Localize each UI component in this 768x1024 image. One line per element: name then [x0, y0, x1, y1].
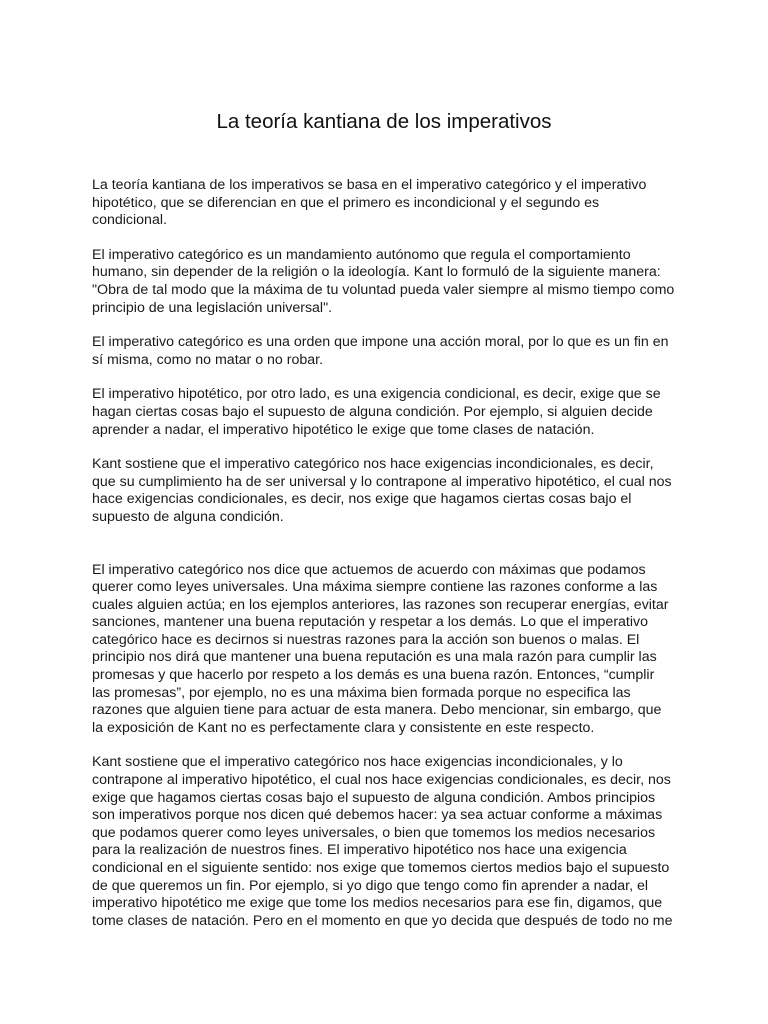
text-line: tome clases de natación. Pero en el momento en que yo decida que después de todo no me	[92, 912, 673, 929]
text-line: querer como leyes universales. Una máxima siempre contiene las razones conforme a las	[92, 579, 658, 596]
paragraph-1	[92, 177, 682, 230]
text-line: son imperativos porque nos dicen qué debemos hacer: ya sea actuar conforme a máximas	[92, 807, 663, 824]
text-line: razones que alguien tiene para actuar de esta manera. Debo mencionar, sin embargo, que	[92, 702, 662, 719]
document-title: La teoría kantiana de los imperativos	[216, 110, 552, 133]
paragraph-5	[92, 456, 682, 526]
text-line: hipotético, que se diferencian en que el primero es incondicional y el segundo es	[92, 194, 600, 211]
document-body	[92, 177, 682, 947]
text-line: El imperativo categórico es un mandamiento autónomo que regula el comportamiento	[92, 246, 631, 263]
text-line: hagan ciertas cosas bajo el supuesto de alguna condición. Por ejemplo, si alguien decide	[92, 403, 653, 420]
text-line: aprender a nadar, el imperativo hipotético le exige que tome clases de natación.	[92, 421, 595, 438]
text-line: El imperativo categórico nos dice que actuemos de acuerdo con máximas que podamos	[92, 561, 646, 578]
paragraph-2	[92, 247, 682, 317]
text-line: la exposición de Kant no es perfectamente clara y consistente en este respecto.	[92, 719, 595, 736]
text-line: condicional en el siguiente sentido: nos exige que tomemos ciertos medios bajo el supuesto	[92, 860, 670, 876]
text-line: principio de una legislación universal".	[92, 299, 333, 316]
text-line: promesas y que hacerlo por respeto a los demás es una buena razón. Entonces, “cumplir	[92, 667, 655, 684]
text-line: condicional.	[92, 212, 167, 229]
text-line: principio nos dirá que mantener una buena reputación es una mala razón para cumplir las	[92, 649, 657, 666]
text-line: supuesto de alguna condición.	[92, 508, 284, 525]
text-line: que podamos querer como leyes universales, o bien que tomemos los medios necesarios	[92, 824, 656, 841]
text-line: contrapone al imperativo hipotético, el cual nos hace exigencias condicionales, es decir, nos	[92, 772, 671, 789]
text-line: cuales alguien actúa; en los ejemplos anteriores, las razones son recuperar energías, evitar	[92, 596, 669, 613]
text-line: Kant sostiene que el imperativo categórico nos hace exigencias incondicionales, y lo	[92, 754, 623, 771]
text-line: imperativo hipotético me exige que tome los medios necesarios para ese fin, digamos, que	[92, 895, 663, 912]
text-line: categórico hace es decirnos si nuestras razones para la acción son buenos o malas. El	[92, 631, 640, 648]
text-line: las promesas”, por ejemplo, no es una máxima bien formada porque no especifica las	[92, 684, 631, 701]
text-line: exige que hagamos ciertas cosas bajo el supuesto de alguna condición. Ambos principios	[92, 789, 656, 806]
paragraph-6	[92, 562, 682, 738]
paragraph-4	[92, 386, 682, 439]
text-line: El imperativo hipotético, por otro lado, es una exigencia condicional, es decir, exige que se	[92, 386, 661, 403]
paragraph-3	[92, 334, 682, 369]
text-line: humano, sin depender de la religión o la ideología. Kant lo formuló de la siguiente manera:	[92, 264, 661, 281]
text-line: La teoría kantiana de los imperativos se basa en el imperativo categórico y el imperativo	[92, 177, 647, 193]
text-line: "Obra de tal modo que la máxima de tu voluntad pueda valer siempre al mismo tiempo como	[92, 281, 675, 298]
text-line: que su cumplimiento ha de ser universal y lo contrapone al imperativo hipotético, el cual nos	[92, 473, 672, 490]
text-line: sí misma, como no matar o no robar.	[92, 351, 324, 368]
text-line: hace exigencias condicionales, es decir, nos exige que hagamos ciertas cosas bajo el	[92, 491, 632, 508]
paragraph-7	[92, 754, 682, 930]
text-line: para la realización de nuestros fines. El imperativo hipotético nos hace una exigencia	[92, 842, 627, 859]
text-line: sanciones, mantener una buena reputación y respetar a los demás. Lo que el imperativo	[92, 614, 649, 631]
text-line: Kant sostiene que el imperativo categórico nos hace exigencias incondicionales, es decir,	[92, 456, 654, 473]
text-line: El imperativo categórico es una orden que impone una acción moral, por lo que es un fin en	[92, 334, 669, 351]
text-line: de que queremos un fin. Por ejemplo, si yo digo que tengo como fin aprender a nadar, el	[92, 877, 649, 894]
